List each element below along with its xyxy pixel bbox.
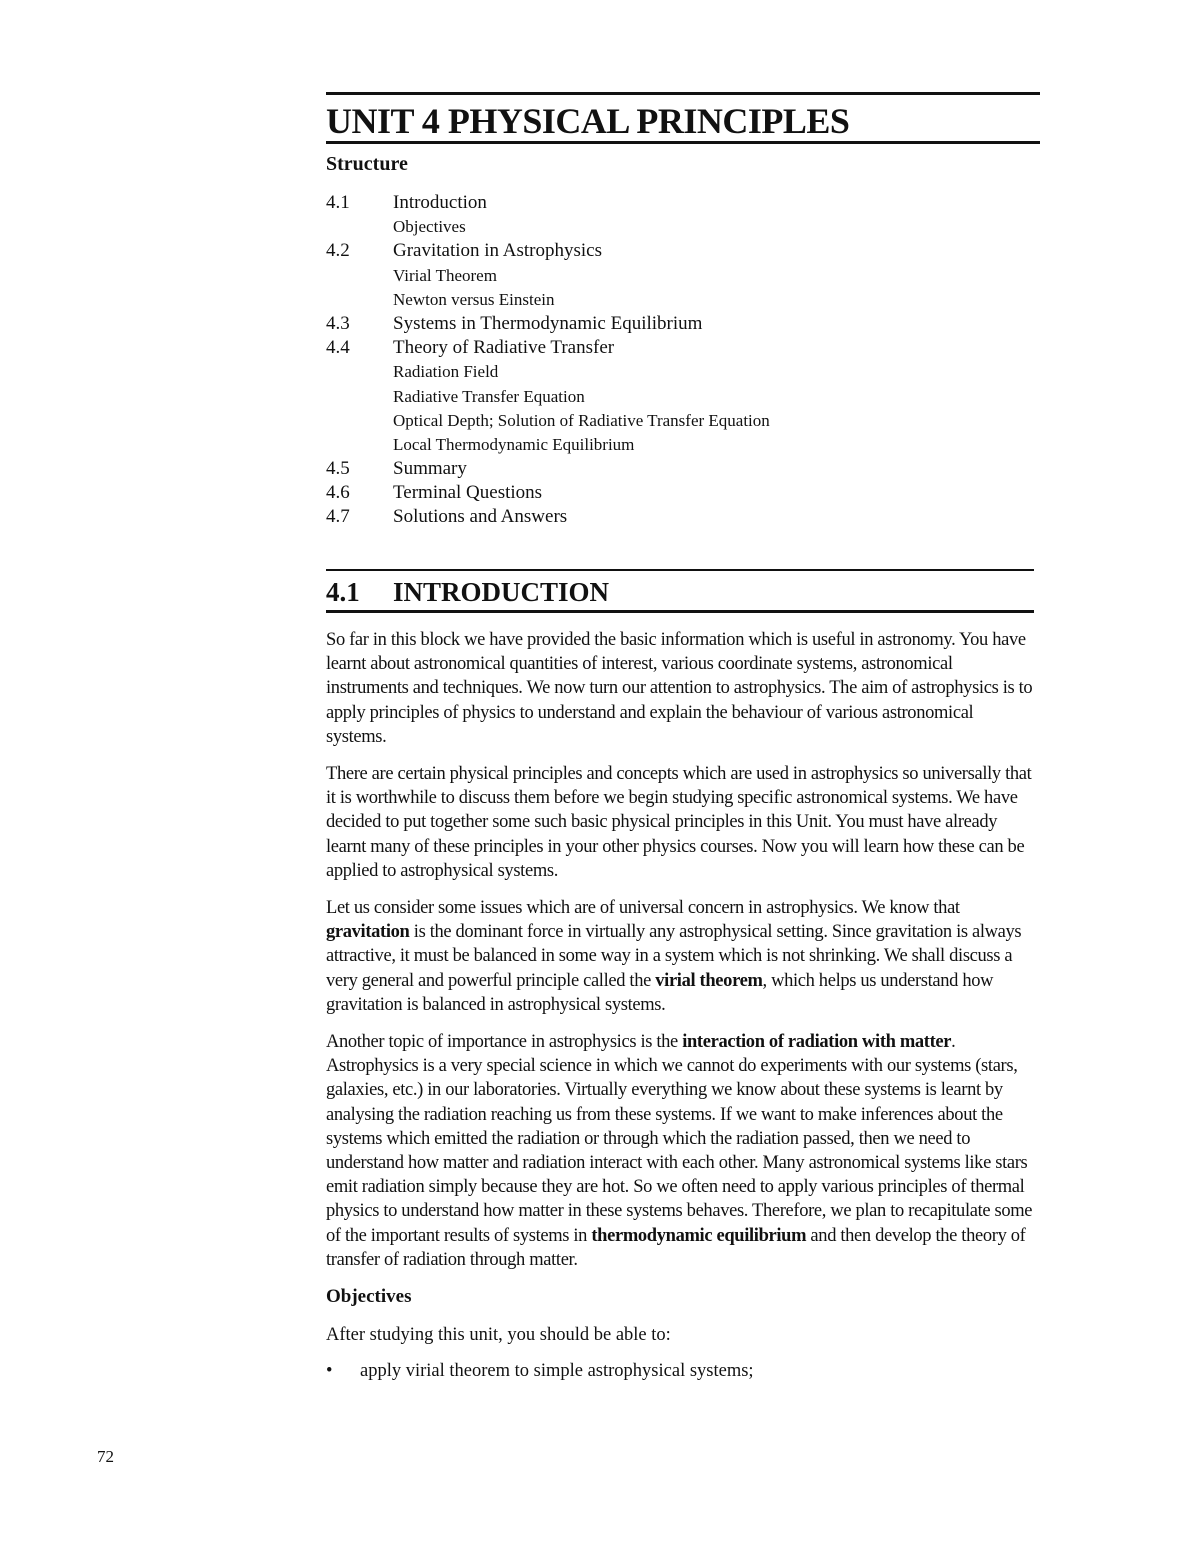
- structure-item: [326, 312, 1026, 336]
- paragraph: [326, 1030, 1038, 1272]
- structure-item-text: Terminal Questions: [393, 482, 543, 504]
- body-text: [326, 628, 1038, 1383]
- structure-item-text: Optical Depth; Solution of Radiative Transfer Equation: [393, 410, 770, 430]
- structure-item: [326, 239, 1026, 263]
- structure-item: [326, 336, 1026, 360]
- section-title: INTRODUCTION: [393, 577, 610, 607]
- structure-item-text: Theory of Radiative Transfer: [393, 337, 615, 359]
- section-bottom-rule: [326, 610, 1034, 613]
- structure-item-number: 4.4: [326, 337, 350, 359]
- paragraph-text: Let us consider some issues which are of universal concern in astrophysics. We know that: [326, 898, 960, 919]
- structure-item: [326, 191, 1026, 215]
- structure-item: [326, 264, 1026, 288]
- unit-title-bottom-rule: [326, 141, 1040, 144]
- paragraph: [326, 762, 1038, 883]
- structure-item: [326, 215, 1026, 239]
- structure-item: [326, 409, 1026, 433]
- section-heading: [326, 576, 1034, 608]
- bold-term: interaction of radiation with matter: [682, 1032, 952, 1053]
- structure-item-number: 4.3: [326, 312, 350, 334]
- objective-item: [326, 1359, 1038, 1383]
- structure-item-text: Radiative Transfer Equation: [393, 386, 585, 406]
- structure-item-text: Solutions and Answers: [393, 506, 568, 528]
- structure-item-number: 4.7: [326, 506, 350, 528]
- structure-heading: Structure: [326, 153, 408, 175]
- objectives-list: [326, 1359, 1038, 1383]
- structure-item-text: Systems in Thermodynamic Equilibrium: [393, 312, 703, 334]
- structure-item: [326, 481, 1026, 505]
- paragraph-text: . Astrophysics is a very special science in which we cannot do experiments with our systems (stars, galaxies, etc.) in our laboratories. Virtually everything we know about these systems is learnt by analysing the radiation reaching us from these systems. If we want to make inferences about the systems which emitted the radiation or through which the radiation passed, then we need to understand how matter and radiation interact with each other. Many astronomical systems like stars emit radiation simply because they are hot. So we often need to apply various principles of thermal physics to understand how matter in these systems behaves. Therefore, we plan to recapitulate some of the important results of systems in: [326, 1032, 1033, 1246]
- structure-item-text: Gravitation in Astrophysics: [393, 240, 602, 262]
- section-number: 4.1: [326, 577, 360, 607]
- bold-term: virial theorem: [655, 970, 763, 991]
- structure-item-number: 4.5: [326, 458, 350, 480]
- structure-item-number: 4.2: [326, 240, 350, 262]
- objectives-intro: After studying this unit, you should be able to:: [326, 1325, 671, 1346]
- structure-item: [326, 360, 1026, 384]
- structure-item: [326, 385, 1026, 409]
- structure-item: [326, 505, 1026, 529]
- page-number: 72: [97, 1447, 114, 1466]
- paragraph-text: is the dominant force in virtually any astrophysical setting. Since gravitation is always attractive, it must be balanced in some way in a system which is not shrinking. We shall discuss a very general and powerful principle called the: [326, 922, 1022, 991]
- bold-term: thermodynamic equilibrium: [591, 1225, 807, 1246]
- bold-term: gravitation: [326, 922, 410, 943]
- unit-title: UNIT 4 PHYSICAL PRINCIPLES: [326, 101, 850, 141]
- unit-title-top-rule: [326, 92, 1040, 95]
- paragraph-text: , which helps us understand how gravitation is balanced in astrophysical systems.: [326, 970, 994, 1015]
- structure-item-text: Newton versus Einstein: [393, 289, 555, 309]
- structure-item-text: Radiation Field: [393, 362, 499, 382]
- paragraph-text: So far in this block we have provided the basic information which is useful in astronomy. You have learnt about astronomical quantities of interest, various coordinate systems, astronomical instruments and techniques. We now turn our attention to astrophysics. The aim of astrophysics is to apply principles of physics to understand and explain the behaviour of various astronomical systems.: [326, 630, 1033, 747]
- structure-item-number: 4.1: [326, 192, 350, 213]
- objectives-heading: Objectives: [326, 1286, 412, 1308]
- structure-item-text: Objectives: [393, 217, 466, 237]
- paragraphs: [326, 628, 1038, 1272]
- paragraph: [326, 628, 1038, 749]
- paragraph-text: and then develop the theory of transfer of radiation through matter.: [326, 1225, 1026, 1270]
- structure-item-text: Summary: [393, 458, 467, 480]
- structure-list: [326, 191, 1026, 530]
- structure-item-text: Local Thermodynamic Equilibrium: [393, 434, 635, 454]
- structure-item-number: 4.6: [326, 482, 350, 504]
- structure-item-text: Introduction: [393, 192, 487, 213]
- structure-item-text: Virial Theorem: [393, 265, 497, 285]
- paragraph-text: Another topic of importance in astrophysics is the: [326, 1032, 683, 1053]
- section-top-rule: [326, 569, 1034, 571]
- structure-item: [326, 288, 1026, 312]
- bullet-icon: •: [326, 1361, 333, 1382]
- structure-item: [326, 433, 1026, 457]
- objective-text: apply virial theorem to simple astrophysical systems;: [360, 1361, 754, 1382]
- paragraph-text: There are certain physical principles and concepts which are used in astrophysics so universally that it is worthwhile to discuss them before we begin studying specific astronomical systems. We have decided to put together some such basic physical principles in this Unit. You must have already learnt many of these principles in your other physics courses. Now you will learn how these can be applied to astrophysical systems.: [326, 764, 1032, 881]
- structure-item: [326, 457, 1026, 481]
- paragraph: [326, 896, 1038, 1017]
